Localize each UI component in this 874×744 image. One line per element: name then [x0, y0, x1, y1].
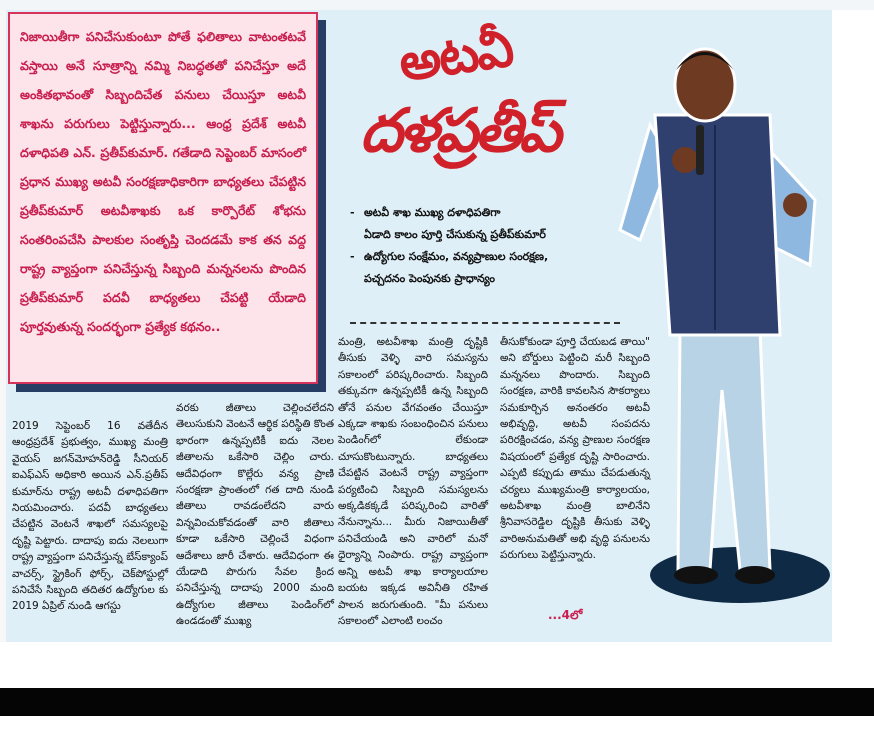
bottom-bar [0, 688, 874, 716]
officer-photo [610, 30, 830, 620]
vest [655, 115, 780, 335]
microphone [696, 125, 704, 175]
headline-line2: దళప్రతీప్ [360, 96, 559, 166]
bullet-text: అటవీ శాఖ ముఖ్య దళాధిపతిగా [364, 206, 501, 219]
bullet-item [350, 246, 625, 268]
bullet-list [350, 202, 625, 290]
top-strip [0, 0, 874, 10]
left-shoe [674, 566, 718, 584]
dashed-divider [350, 322, 620, 324]
head [675, 49, 735, 121]
bullet-item [350, 202, 625, 224]
body-column-3: మంత్రి, అటవీశాఖ మంత్రి దృష్టికి తీసుకు వెళ్ళి వారి సమస్యను సకాలంలో పరిష్కరించారు. సిబ్బంది తక్కువగా ఉన్నప్పటికీ ఉన్న సిబ్బంది తోనే పనుల వేగవంతం చేయిస్తూ ఎక్కడా శాఖకు సంబంధించిన పనులు పెండింగ్‌లో లేకుండా చూసుకొంటున్నారు. బాధ్యతలు చేపట్టిన వెంటనే రాష్ట్ర వ్యాప్తంగా పర్యటించి సిబ్బంది సమస్యలను అక్కడికక్కడే పరిష్కరించి వారితో నేనున్నాను... మీరు నిజాయితీతో పనిచేయండి అని వారిలో మనో ధైర్యాన్ని నింపారు. రాష్ట్ర వ్యాప్తంగా అన్ని అటవీ శాఖ కార్యాలయాల బయట ఇక్కడ అవినీతి రహిత పాలన జరుగుతుంది. "మీ పనులు సకాలంలో ఎలాంటి లంచం [338, 336, 488, 627]
right-hand [783, 193, 807, 217]
bullet-text-continued: పచ్చదనం పెంపునకు ప్రాధాన్యం [364, 272, 495, 285]
headline-line1: అటవీ [395, 18, 516, 94]
bullet-dash: - [350, 250, 355, 263]
hand [672, 147, 698, 173]
body-column-2: వరకు జీతాలు చెల్లించలేదని తెలుసుకుని వెంటనే ఆర్థిక పరిస్థితి కొంత భారంగా ఉన్నప్పటికీ ఐదు నెలల జీతాలను ఒకేసారి చెల్లిం చారు. ఆదేవిధంగా కొల్లేరు వన్య ప్రాణి సంరక్షణా ప్రాంతంలో గత దాది నుండి జీతాలు రావడంలేదని వారు విన్నవించుకోవడంతో వారి జీతాలు కూడా ఒకేసారి చెల్లించే విధంగా ఆదేశాలు జారీ చేశారు. ఆదేవిధంగా ఈ యేడాది పొరుగు సేవల క్రింద పనిచేస్తున్న దాదాపు 2000 మంది ఉద్యోగుల జీతాలు పెండింగ్‌లో ఉండడంతో ముఖ్య [176, 402, 334, 628]
right-shoe [735, 566, 775, 584]
bullet-text: ఉద్యోగుల సంక్షేమం, వన్యప్రాణుల సంరక్షణ, [364, 250, 549, 263]
body-column-4: తీసుకోకుండా పూర్తి చేయబడ తాయి" అని బోర్డులు పెట్టించి మరీ సిబ్బంది మన్ననలు పొందారు. సిబ్బంది సంరక్షణ, వారికి కావలసిన సౌకర్యాలు సమకూర్చిన అనంతరం అటవీ అభివృద్ధి, అటవీ సంపదను పరిరక్షించడం, వన్య ప్రాణుల సంరక్షణ విషయంలో ప్రత్యేక దృష్టి సారించారు. ఎప్పటి కప్పుడు తాము చేపడుతున్న చర్యలు ముఖ్యమంత్రి కార్యాలయం, అటవీశాఖ మంత్రి బాలినేని శ్రీనివాసరెడ్డిల దృష్టికి తీసుకు వెళ్ళి వారిఅనుమతితో అభి వృద్ధి పనులను పరుగులు పెట్టిస్తున్నారు. [500, 336, 650, 562]
bullet-text-continued: ఏడాది కాలం పూర్తి చేసుకున్న ప్రతీప్‌కుమార్ [364, 228, 546, 241]
intro-text: నిజాయితీగా పనిచేసుకుంటూ పోతే ఫలితాలు వాటంతటవే వస్తాయి అనే సూత్రాన్ని నమ్మి నిబద్ధతతో పనిచేస్తూ అదే అంకితభావంతో సిబ్బందిచేత పనులు చేయిస్తూ అటవీ శాఖను పరుగులు పెట్టిస్తున్నారు... ఆంధ్ర ప్రదేశ్ అటవీ దళాధిపతి ఎన్. ప్రతీప్‌కుమార్. గతేడాది సెప్టెంబర్ మాసంలో ప్రధాన ముఖ్య అటవీ సంరక్షణాధికారిగా బాధ్యతలు చేపట్టిన ప్రతీప్‌కుమార్ అటవీశాఖకు ఒక కార్పొరేట్ శోభను సంతరింపచేసి పాలకుల సంతృప్తి చెందడమే కాక తన వద్ద రాష్ట్ర వ్యాప్తంగా పనిచేస్తున్న సిబ్బంది మన్ననలను పొందిన ప్రతీప్‌కుమార్ పదవీ బాధ్యతలు చేపట్టి యేడాది పూర్తవుతున్న సందర్భంగా ప్రత్యేక కథనం.. [20, 29, 306, 334]
body-column-1: 2019 సెప్టెంబర్ 16 వతేదీన ఆంధ్రప్రదేశ్ ప్రభుత్వం, ముఖ్య మంత్రి వైయస్ జగన్‌మోహన్‌రెడ్డి సీనియర్ ఐఎఫ్‌ఎస్ అధికారి అయిన ఎన్.ప్రతీప్ కుమార్‌ను రాష్ట్ర అటవీ దళాధిపతిగా నియమించారు. పదవీ బాధ్యతలు చేపట్టిన వెంటనే శాఖలో సమస్యలపై దృష్టి పెట్టారు. దాదాపు ఐదు నెలలుగా రాష్ట్ర వ్యాప్తంగా పనిచేస్తున్న బేస్‌క్యాంప్ వాచర్స్, స్ట్రైకింగ్ ఫోర్స్, చెక్‌పోస్టుల్లో పనిచేసే సిబ్బంది తదితర ఉద్యోగుల కు 2019 ఏప్రిల్ నుండి ఆగస్టు [12, 420, 168, 613]
trousers [678, 330, 770, 570]
intro-box [8, 12, 318, 384]
bullet-dash: - [350, 206, 355, 219]
continued-page-ref: ...4లో [548, 608, 583, 622]
